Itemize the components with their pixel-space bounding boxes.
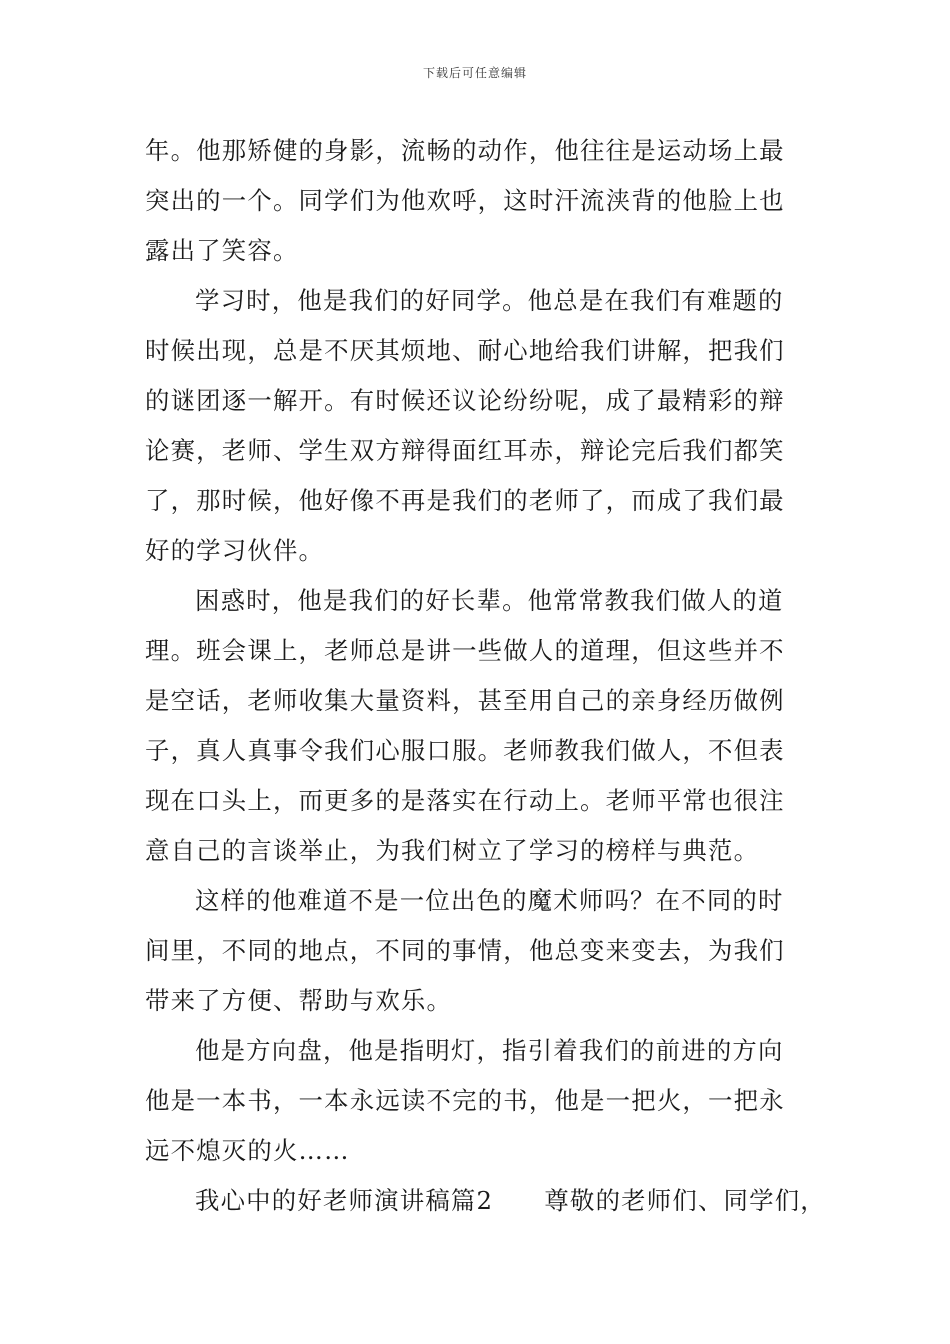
text-line: 现在口头上，而更多的是落实在行动上。老师平常也很注	[145, 786, 785, 815]
paragraph-first-line: 学习时，他是我们的好同学。他总是在我们有难题的	[195, 286, 784, 315]
text-line: 子，真人真事令我们心服口服。老师教我们做人，不但表	[145, 736, 785, 765]
document-body	[145, 126, 825, 1226]
text-line: 意自己的言谈举止，为我们树立了学习的榜样与典范。	[145, 836, 760, 865]
text-line: 带来了方便、帮助与欢乐。	[145, 986, 453, 1015]
text-line: 间里，不同的地点，不同的事情，他总变来变去，为我们	[145, 936, 785, 965]
section-title-line: 我心中的好老师演讲稿篇2 尊敬的老师们、同学们，	[195, 1186, 826, 1215]
text-line: 的谜团逐一解开。有时候还议论纷纷呢，成了最精彩的辩	[145, 386, 785, 415]
paragraph-first-line: 困惑时，他是我们的好长辈。他常常教我们做人的道	[195, 586, 784, 615]
page-header-note: 下载后可任意编辑	[422, 66, 527, 80]
text-line: 时候出现，总是不厌其烦地、耐心地给我们讲解，把我们	[145, 336, 785, 365]
paragraph-first-line: 他是方向盘，他是指明灯，指引着我们的前进的方向	[195, 1036, 784, 1065]
text-line: 了，那时候，他好像不再是我们的老师了，而成了我们最	[145, 486, 785, 515]
text-line: 年。他那矫健的身影，流畅的动作，他往往是运动场上最	[145, 136, 785, 165]
text-line: 突出的一个。同学们为他欢呼，这时汗流浃背的他脸上也	[145, 186, 785, 215]
text-line: 他是一本书，一本永远读不完的书，他是一把火，一把永	[145, 1086, 785, 1115]
text-line: 理。班会课上，老师总是讲一些做人的道理，但这些并不	[145, 636, 785, 665]
paragraph-first-line: 这样的他难道不是一位出色的魔术师吗？在不同的时	[195, 886, 784, 915]
text-line: 好的学习伙伴。	[145, 536, 325, 565]
text-line: 露出了笑容。	[145, 236, 299, 265]
text-line: 是空话，老师收集大量资料，甚至用自己的亲身经历做例	[145, 686, 785, 715]
text-line: 论赛，老师、学生双方辩得面红耳赤，辩论完后我们都笑	[145, 436, 785, 465]
text-line: 远不熄灭的火……	[145, 1136, 350, 1165]
